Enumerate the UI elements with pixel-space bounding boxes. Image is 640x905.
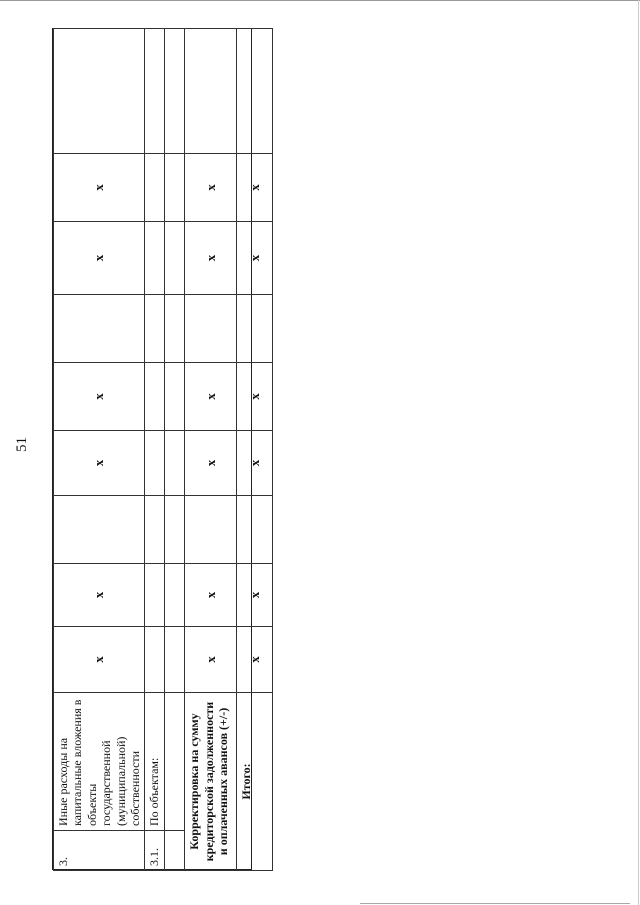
row-number-cell xyxy=(165,831,185,871)
cross-mark: x xyxy=(91,591,107,599)
cross-mark: x xyxy=(246,591,262,599)
row-name-cell: Корректировка на сумму кредиторской задолженности и оплаченных авансов (+/-) xyxy=(185,693,237,871)
cross-mark: x xyxy=(91,254,107,262)
budget-table xyxy=(53,28,273,871)
value-cell xyxy=(185,431,237,496)
row-number-cell: 3.1. xyxy=(145,831,165,871)
value-cell xyxy=(145,627,165,693)
cross-mark: x xyxy=(202,393,218,400)
row-name-cell: Итого: xyxy=(237,693,273,871)
value-cell xyxy=(145,222,165,295)
page-edge-top xyxy=(0,0,640,1)
value-cell xyxy=(237,627,273,693)
table-body xyxy=(54,29,273,871)
page-edge-bottom xyxy=(360,903,630,904)
trailing-cell xyxy=(185,29,237,154)
value-cell xyxy=(145,154,165,222)
cross-mark: x xyxy=(202,254,218,262)
table-row xyxy=(54,29,145,871)
value-cell xyxy=(145,363,165,431)
rotated-table-frame xyxy=(52,28,262,870)
value-cell xyxy=(237,564,273,627)
value-cell xyxy=(185,363,237,431)
cross-mark: x xyxy=(246,459,262,467)
value-cell xyxy=(54,363,145,431)
cross-mark: x xyxy=(202,459,218,467)
value-cell xyxy=(237,496,273,564)
value-cell xyxy=(165,627,185,693)
value-cell xyxy=(54,154,145,222)
table-row xyxy=(165,29,185,871)
value-cell xyxy=(54,295,145,363)
value-cell xyxy=(185,496,237,564)
row-name-cell xyxy=(165,693,185,831)
cross-mark: x xyxy=(202,656,218,663)
cross-mark: x xyxy=(246,184,262,191)
value-cell xyxy=(165,154,185,222)
row-number-cell: 3. xyxy=(54,831,145,871)
page-edge-right xyxy=(638,0,639,905)
value-cell xyxy=(237,222,273,295)
value-cell xyxy=(54,431,145,496)
value-cell xyxy=(145,564,165,627)
cross-mark: x xyxy=(91,184,107,191)
page-number: 51 xyxy=(14,437,30,452)
value-cell xyxy=(54,222,145,295)
value-cell xyxy=(185,295,237,363)
row-name-cell: По объектам: xyxy=(145,693,165,831)
table-row xyxy=(237,29,273,871)
value-cell xyxy=(165,496,185,564)
value-cell xyxy=(185,627,237,693)
value-cell xyxy=(237,154,273,222)
cross-mark: x xyxy=(246,254,262,262)
trailing-cell xyxy=(54,29,145,154)
value-cell xyxy=(145,496,165,564)
value-cell xyxy=(165,431,185,496)
value-cell xyxy=(237,363,273,431)
value-cell xyxy=(145,431,165,496)
trailing-cell xyxy=(145,29,165,154)
trailing-cell xyxy=(165,29,185,154)
cross-mark: x xyxy=(91,656,107,663)
trailing-cell xyxy=(237,29,273,154)
value-cell xyxy=(185,564,237,627)
cross-mark: x xyxy=(91,393,107,400)
value-cell xyxy=(165,564,185,627)
rotated-table-container xyxy=(53,29,262,871)
value-cell xyxy=(237,295,273,363)
value-cell xyxy=(185,154,237,222)
cross-mark: x xyxy=(246,393,262,400)
table-row xyxy=(185,29,237,871)
value-cell xyxy=(54,564,145,627)
table-row xyxy=(145,29,165,871)
cross-mark: x xyxy=(202,591,218,599)
value-cell xyxy=(165,295,185,363)
value-cell xyxy=(145,295,165,363)
value-cell xyxy=(185,222,237,295)
cross-mark: x xyxy=(246,656,262,663)
row-name-cell: Иные расходы на капитальные вложения в объекты государственной (муниципальной) собственности xyxy=(54,693,145,831)
value-cell xyxy=(54,627,145,693)
cross-mark: x xyxy=(91,459,107,467)
cross-mark: x xyxy=(202,184,218,191)
value-cell xyxy=(165,363,185,431)
value-cell xyxy=(237,431,273,496)
value-cell xyxy=(54,496,145,564)
value-cell xyxy=(165,222,185,295)
